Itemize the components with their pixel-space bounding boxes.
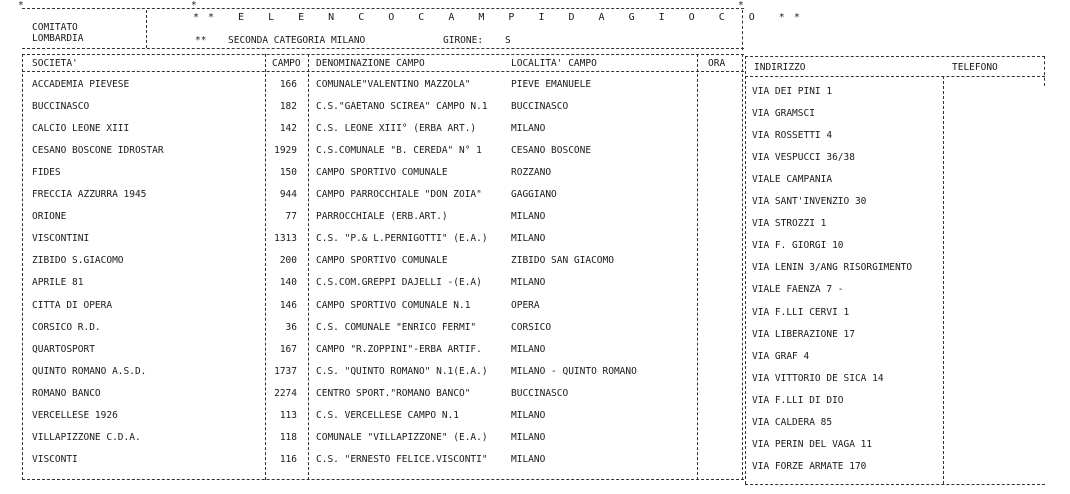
cell-campo: 2274: [274, 388, 297, 399]
column-header-localita: LOCALITA' CAMPO: [511, 58, 597, 69]
address-table-right-border: [1044, 56, 1045, 86]
category-marker: **: [195, 35, 207, 46]
cell-localita: MILANO: [511, 123, 546, 134]
cell-localita: PIEVE EMANUELE: [511, 79, 592, 90]
cell-localita: CESANO BOSCONE: [511, 145, 592, 156]
cell-societa: CALCIO LEONE XIII: [32, 123, 130, 134]
cell-indirizzo: VIA FORZE ARMATE 170: [752, 461, 867, 472]
header-top-border: [22, 8, 744, 9]
cell-denominazione: C.S. VERCELLESE CAMPO N.1: [316, 410, 459, 421]
cell-denominazione: C.S.COM.GREPPI DAJELLI -(E.A): [316, 277, 482, 288]
cell-indirizzo: VIA VESPUCCI 36/38: [752, 152, 855, 163]
cell-denominazione: C.S. COMUNALE "ENRICO FERMI": [316, 322, 477, 333]
cell-societa: VISCONTINI: [32, 233, 90, 244]
cell-denominazione: C.S."GAETANO SCIREA" CAMPO N.1: [316, 101, 488, 112]
cell-localita: MILANO: [511, 344, 546, 355]
cell-societa: APRILE 81: [32, 277, 84, 288]
cell-campo: 167: [279, 344, 297, 355]
cell-denominazione: PARROCCHIALE (ERB.ART.): [316, 211, 448, 222]
column-header-societa: SOCIETA': [32, 58, 78, 69]
table-right-border: [742, 54, 743, 480]
cell-indirizzo: VIALE FAENZA 7 -: [752, 284, 844, 295]
cell-denominazione: C.S. "P.& L.PERNIGOTTI" (E.A.): [316, 233, 488, 244]
cell-denominazione: C.S. LEONE XIII° (ERBA ART.): [316, 123, 477, 134]
table-bottom-border: [22, 479, 744, 480]
cell-campo: 140: [279, 277, 297, 288]
corner-mark: *: [18, 0, 24, 11]
cell-societa: VISCONTI: [32, 454, 78, 465]
cell-indirizzo: VIA CALDERA 85: [752, 417, 833, 428]
cell-indirizzo: VIA F.LLI DI DIO: [752, 395, 844, 406]
cell-denominazione: C.S. "ERNESTO FELICE.VISCONTI": [316, 454, 488, 465]
address-header-underline: [745, 76, 1045, 77]
header-divider: [146, 10, 147, 48]
cell-indirizzo: VIA VITTORIO DE SICA 14: [752, 373, 884, 384]
cell-indirizzo: VIA GRAMSCI: [752, 108, 815, 119]
column-header-telefono: TELEFONO: [952, 62, 998, 73]
cell-societa: VERCELLESE 1926: [32, 410, 118, 421]
cell-campo: 1737: [274, 366, 297, 377]
cell-indirizzo: VIA LENIN 3/ANG RISORGIMENTO: [752, 262, 913, 273]
committee-line1: COMITATO: [32, 22, 78, 33]
cell-campo: 77: [285, 211, 297, 222]
cell-campo: 142: [279, 123, 297, 134]
cell-societa: QUINTO ROMANO A.S.D.: [32, 366, 147, 377]
cell-campo: 118: [279, 432, 297, 443]
cell-campo: 36: [285, 322, 297, 333]
cell-societa: FIDES: [32, 167, 61, 178]
cell-indirizzo: VIA GRAF 4: [752, 351, 810, 362]
cell-indirizzo: VIA F. GIORGI 10: [752, 240, 844, 251]
category-label: SECONDA CATEGORIA MILANO: [228, 35, 366, 46]
column-divider-ora: [697, 54, 698, 480]
cell-societa: ZIBIDO S.GIACOMO: [32, 255, 124, 266]
cell-campo: 944: [279, 189, 297, 200]
header-right-border: [742, 10, 743, 50]
cell-societa: QUARTOSPORT: [32, 344, 95, 355]
cell-localita: ZIBIDO SAN GIACOMO: [511, 255, 614, 266]
address-table-bottom-border: [745, 484, 1045, 485]
page-title: ** E L E N C O C A M P I D A G I O C O **: [193, 12, 809, 23]
corner-mark: *: [738, 0, 744, 11]
column-header-denominazione: DENOMINAZIONE CAMPO: [316, 58, 425, 69]
corner-mark: *: [191, 0, 197, 11]
cell-indirizzo: VIA LIBERAZIONE 17: [752, 329, 855, 340]
cell-localita: MILANO: [511, 410, 546, 421]
cell-denominazione: COMUNALE"VALENTINO MAZZOLA": [316, 79, 471, 90]
cell-denominazione: C.S. "QUINTO ROMANO" N.1(E.A.): [316, 366, 488, 377]
cell-campo: 1929: [274, 145, 297, 156]
cell-campo: 113: [279, 410, 297, 421]
cell-campo: 116: [279, 454, 297, 465]
cell-localita: MILANO: [511, 211, 546, 222]
cell-localita: ROZZANO: [511, 167, 552, 178]
cell-indirizzo: VIA DEI PINI 1: [752, 86, 833, 97]
group-value: S: [505, 35, 511, 46]
cell-denominazione: CAMPO SPORTIVO COMUNALE: [316, 255, 448, 266]
column-divider-denominazione: [308, 54, 309, 480]
cell-campo: 146: [279, 300, 297, 311]
cell-societa: ROMANO BANCO: [32, 388, 101, 399]
cell-campo: 1313: [274, 233, 297, 244]
cell-societa: ACCADEMIA PIEVESE: [32, 79, 130, 90]
committee-line2: LOMBARDIA: [32, 33, 84, 44]
cell-societa: CORSICO R.D.: [32, 322, 101, 333]
cell-indirizzo: VIA SANT'INVENZIO 30: [752, 196, 867, 207]
cell-campo: 150: [279, 167, 297, 178]
column-header-indirizzo: INDIRIZZO: [754, 62, 806, 73]
cell-localita: BUCCINASCO: [511, 388, 569, 399]
cell-indirizzo: VIALE CAMPANIA: [752, 174, 833, 185]
cell-denominazione: COMUNALE "VILLAPIZZONE" (E.A.): [316, 432, 488, 443]
cell-denominazione: CENTRO SPORT."ROMANO BANCO": [316, 388, 471, 399]
cell-denominazione: CAMPO PARROCCHIALE "DON ZOIA": [316, 189, 482, 200]
telefono-column-divider: [943, 76, 944, 484]
cell-localita: MILANO - QUINTO ROMANO: [511, 366, 637, 377]
cell-societa: VILLAPIZZONE C.D.A.: [32, 432, 141, 443]
cell-indirizzo: VIA F.LLI CERVI 1: [752, 307, 850, 318]
cell-localita: BUCCINASCO: [511, 101, 569, 112]
cell-denominazione: CAMPO SPORTIVO COMUNALE: [316, 167, 448, 178]
cell-societa: BUCCINASCO: [32, 101, 90, 112]
cell-localita: MILANO: [511, 432, 546, 443]
cell-localita: CORSICO: [511, 322, 552, 333]
cell-societa: CITTA DI OPERA: [32, 300, 113, 311]
cell-societa: FRECCIA AZZURRA 1945: [32, 189, 147, 200]
column-divider-campo: [265, 54, 266, 480]
cell-localita: MILANO: [511, 454, 546, 465]
table-top-border: [22, 54, 744, 55]
cell-societa: CESANO BOSCONE IDROSTAR: [32, 145, 164, 156]
column-header-ora: ORA: [708, 58, 726, 69]
cell-campo: 166: [279, 79, 297, 90]
column-header-campo: CAMPO: [272, 58, 301, 69]
cell-societa: ORIONE: [32, 211, 67, 222]
column-header-underline: [22, 71, 744, 72]
table-left-border: [22, 54, 23, 480]
cell-denominazione: CAMPO SPORTIVO COMUNALE N.1: [316, 300, 471, 311]
cell-localita: MILANO: [511, 277, 546, 288]
cell-indirizzo: VIA STROZZI 1: [752, 218, 827, 229]
group-label: GIRONE:: [443, 35, 484, 46]
address-table-left-border: [745, 56, 746, 484]
cell-campo: 200: [279, 255, 297, 266]
address-table-top-border: [745, 56, 1045, 57]
cell-indirizzo: VIA PERIN DEL VAGA 11: [752, 439, 873, 450]
cell-indirizzo: VIA ROSSETTI 4: [752, 130, 833, 141]
cell-denominazione: C.S.COMUNALE "B. CEREDA" N° 1: [316, 145, 482, 156]
cell-localita: GAGGIANO: [511, 189, 557, 200]
cell-localita: MILANO: [511, 233, 546, 244]
header-bottom-border: [22, 48, 744, 49]
cell-denominazione: CAMPO "R.ZOPPINI"-ERBA ARTIF.: [316, 344, 482, 355]
cell-localita: OPERA: [511, 300, 540, 311]
cell-campo: 182: [279, 101, 297, 112]
